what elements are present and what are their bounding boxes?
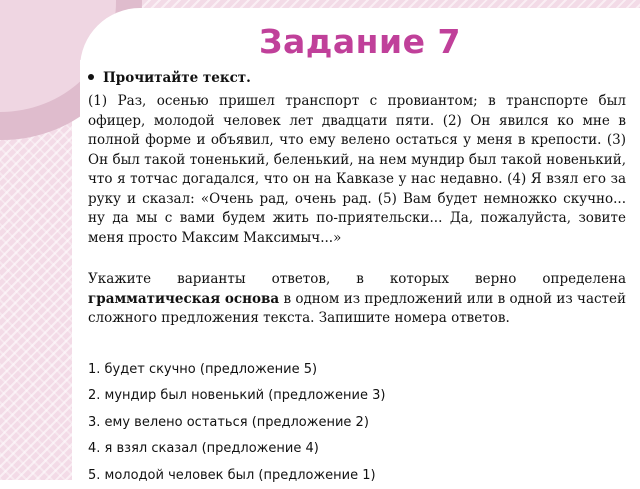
slide-content xyxy=(88,92,626,489)
instruction-text: Прочитайте текст. xyxy=(103,70,251,86)
answer-options xyxy=(88,357,626,489)
answer-option: 3. ему велено остаться (предложение 2) xyxy=(88,410,626,437)
task-keyword: грамматическая основа xyxy=(88,291,279,307)
answer-option: 1. будет скучно (предложение 5) xyxy=(88,357,626,384)
bullet-icon xyxy=(88,74,94,80)
answer-option: 2. мундир был новенький (предложение 3) xyxy=(88,383,626,410)
instruction xyxy=(88,70,251,86)
source-text: (1) Раз, осенью пришел транспорт с провиантом; в транспорте был офицер, молодой человек лет двадцати пяти. (2) Он явился ко мне в полной форме и объявил, что ему велено остаться у меня в крепости. (3) Он был такой тоненький, беленький, на нем мундир был такой новенький, что я тотчас догадался, что он на Кавказе у нас недавно. (4) Я взял его за руку и сказал: «Очень рад, очень рад. (5) Вам будет немножко скучно... ну да мы с вами будем жить по-приятельски... Да, пожалуйста, зовите меня просто Максим Максимыч...» xyxy=(88,92,626,248)
answer-option: 5. молодой человек был (предложение 1) xyxy=(88,463,626,489)
task-text: Укажите варианты ответов, в которых верно определена грамматическая основа в одном из предложений или в одной из частей сложного предложения текста. Запишите номера ответов. xyxy=(88,270,626,329)
answer-option: 4. я взял сказал (предложение 4) xyxy=(88,436,626,463)
slide-title: Задание 7 xyxy=(160,22,560,61)
